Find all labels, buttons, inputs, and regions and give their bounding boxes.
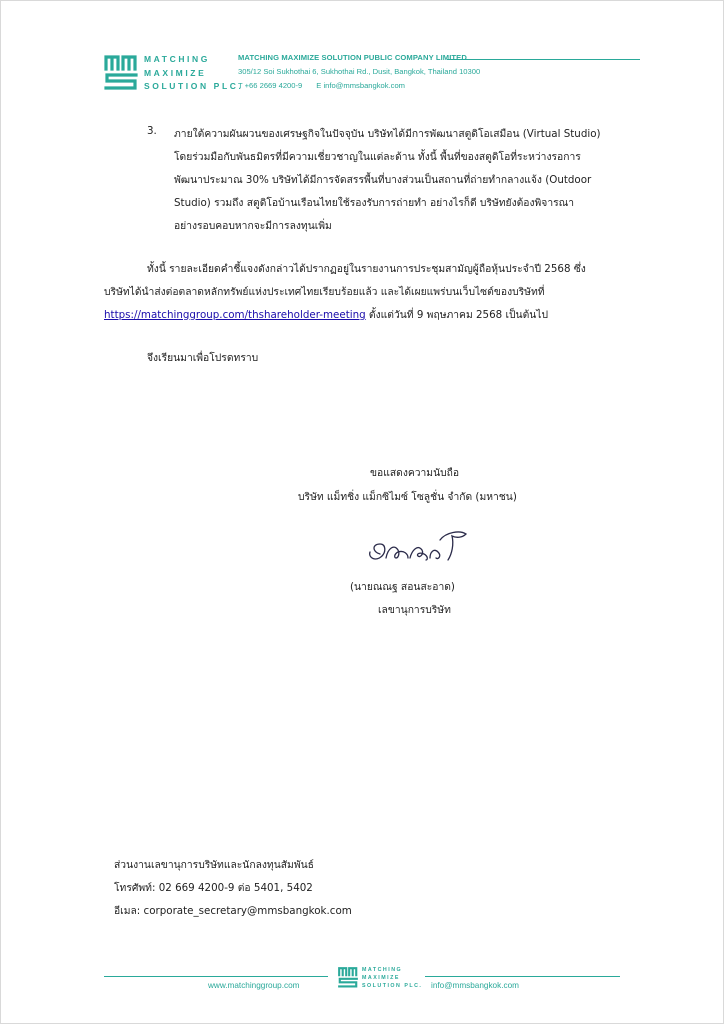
- footer-logo-word-2: MAXIMIZE: [362, 975, 400, 981]
- signatory-position: เลขานุการบริษัท: [378, 604, 451, 616]
- item-line-1: ภายใต้ความผันผวนของเศรษฐกิจในปัจจุบัน บริษัทได้มีการพัฒนาสตูดิโอเสมือน (Virtual Studio): [174, 128, 601, 140]
- summary-line-2: บริษัทได้นำส่งต่อตลาดหลักทรัพย์แห่งประเทศไทยเรียบร้อยแล้ว และได้เผยแพร่บนเว็บไซต์ของบริษัทที่: [104, 286, 545, 298]
- item-line-5: อย่างรอบคอบหากจะมีการลงทุนเพิ่ม: [174, 220, 332, 232]
- footer-divider-right: [425, 976, 620, 977]
- shareholder-meeting-link[interactable]: https://matchinggroup.com/thshareholder-meeting: [104, 309, 366, 321]
- contact-email[interactable]: อีเมล: corporate_secretary@mmsbangkok.com: [114, 905, 352, 917]
- company-phone: T +66 2669 4200-9: [238, 81, 303, 90]
- closing-text: จึงเรียนมาเพื่อโปรดทราบ: [147, 352, 259, 364]
- summary-line-3: [104, 306, 548, 323]
- footer-logo-icon: [338, 965, 358, 989]
- footer-email-link[interactable]: info@mmsbangkok.com: [431, 981, 519, 990]
- logo-wordmark: [144, 53, 243, 94]
- company-contact: [238, 81, 480, 90]
- company-email[interactable]: E info@mmsbangkok.com: [316, 81, 406, 90]
- item-line-3: พัฒนาประมาณ 30% บริษัทได้มีการจัดสรรพื้นที่บางส่วนเป็นสถานที่ถ่ายทำกลางแจ้ง (Outdoor: [174, 174, 592, 186]
- footer-logo-word-1: MATCHING: [362, 967, 403, 973]
- item-line-2: โดยร่วมมือกับพันธมิตรที่มีความเชี่ยวชาญในแต่ละด้าน ทั้งนี้ พื้นที่ของสตูดิโอที่ระหว่างรอการ: [174, 151, 581, 163]
- signatory-name: (นายณณฐ สอนสะอาด): [350, 581, 455, 593]
- item-line-4: Studio) รวมถึง สตูดิโอบ้านเรือนไทยใช้รองรับการถ่ายทำ อย่างไรก็ดี บริษัทยังต้องพิจารณา: [174, 197, 574, 209]
- logo-word-1: MATCHING: [144, 54, 210, 64]
- item-number: 3.: [147, 125, 157, 137]
- company-logo-icon: [104, 53, 138, 91]
- header-info: [238, 53, 480, 90]
- logo-word-2: MAXIMIZE: [144, 67, 207, 78]
- footer-logo-wordmark: [362, 966, 422, 990]
- footer-divider-left: [104, 976, 328, 977]
- signatory-company: บริษัท แม็ทชิ่ง แม็กซิไมซ์ โซลูชั่น จำกัด (มหาชน): [298, 491, 517, 503]
- logo-word-3: SOLUTION PLC.: [144, 81, 244, 91]
- company-name: MATCHING MAXIMIZE SOLUTION PUBLIC COMPANY LIMITED: [238, 53, 467, 62]
- contact-phone: โทรศัพท์: 02 669 4200-9 ต่อ 5401, 5402: [114, 882, 313, 894]
- summary-line-1: ทั้งนี้ รายละเอียดคำชี้แจงดังกล่าวได้ปรากฏอยู่ในรายงานการประชุมสามัญผู้ถือหุ้นประจำปี 2568 ซึ่ง: [147, 263, 586, 275]
- footer-website-link[interactable]: www.matchinggroup.com: [208, 981, 300, 990]
- contact-department: ส่วนงานเลขานุการบริษัทและนักลงทุนสัมพันธ์: [114, 859, 314, 871]
- regards-text: ขอแสดงความนับถือ: [370, 467, 460, 479]
- handwritten-signature-icon: [362, 522, 474, 570]
- summary-line-3-rest: ตั้งแต่วันที่ 9 พฤษภาคม 2568 เป็นต้นไป: [365, 309, 549, 321]
- footer-logo-word-3: SOLUTION PLC.: [362, 983, 423, 989]
- company-address: 305/12 Soi Sukhothai 6, Sukhothai Rd., Dusit, Bangkok, Thailand 10300: [238, 67, 481, 76]
